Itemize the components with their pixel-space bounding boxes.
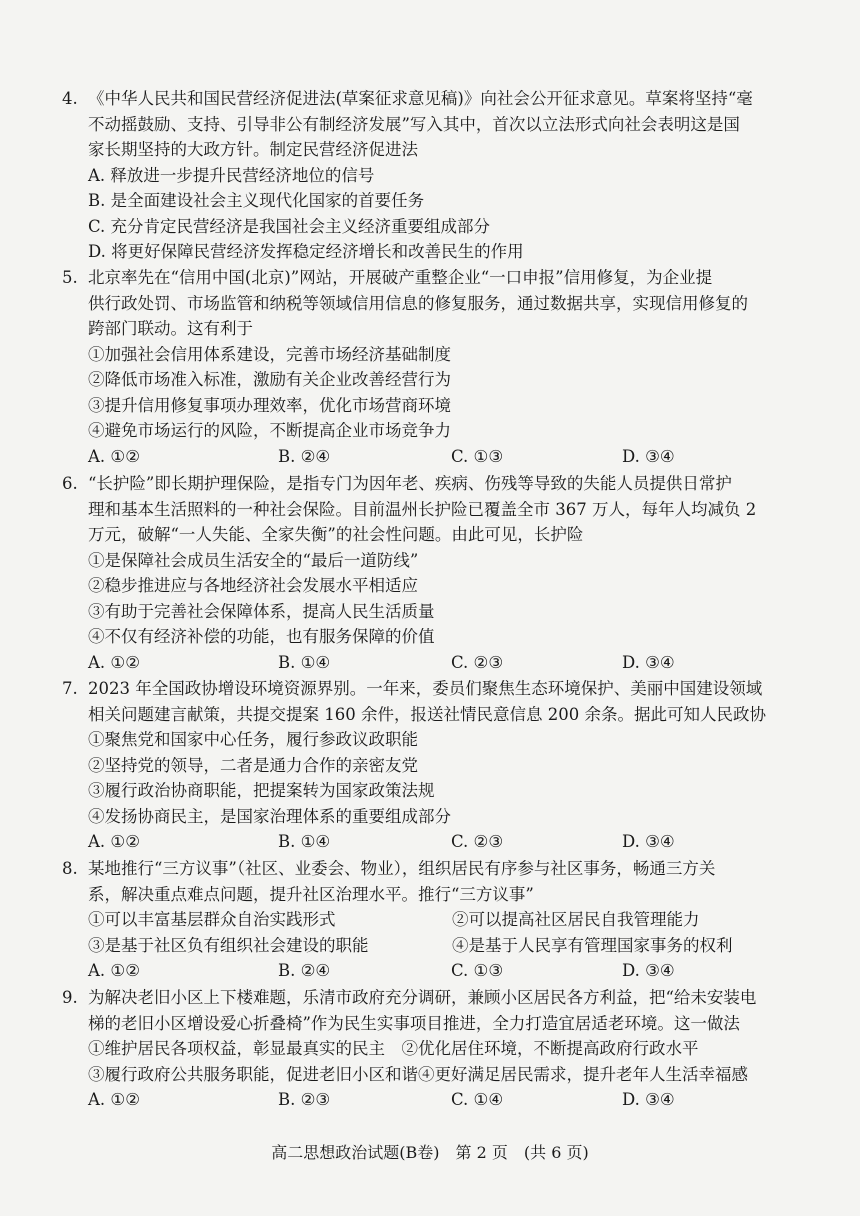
question-stem-line: 相关问题建言献策，共提交提案 160 余件，报送社情民意信息 200 余条。据此可知人民政协 [88,704,766,724]
question-stem-line: 7. 2023 年全国政协增设环境资源界别。一年来，委员们聚焦生态环境保护、美丽中国建设领域 [62,676,802,702]
question-8 [62,856,802,984]
choice-c: C. ①③ [451,961,504,980]
statement: ③提升信用修复事项办理效率，优化市场营商环境 [88,395,451,415]
question-stem-line: 6. “长护险”即长期护理保险，是指专门为因年老、疾病、伤残等导致的失能人员提供日常护 [62,471,802,497]
question-number: 8. [62,859,78,878]
choice-b: B. ①④ [278,652,331,672]
question-5 [62,265,802,469]
question-number: 9. [62,988,78,1007]
answer-choices [62,829,802,855]
question-number: 7. [62,679,78,698]
question-stem-line: 不动摇鼓励、支持、引导非公有制经济发展”写入其中，首次以立法形式向社会表明这是国 [88,114,740,134]
statement: ③有助于完善社会保障体系，提高人民生活质量 [88,601,435,621]
choice-b: B. ②④ [278,446,331,466]
choice-a: A. ①② [88,832,140,851]
statement: ①维护居民各项权益，彰显最真实的民主 ②优化居住环境，不断提高政府行政水平 [88,1039,699,1058]
statement: ③履行政治协商职能，把提案转为国家政策法规 [88,781,435,800]
choice-b: B. ①④ [278,832,331,851]
question-stem-line: 4. 《中华人民共和国民营经济促进法(草案征求意见稿)》向社会公开征求意见。草案将坚持“毫 [62,86,802,112]
statement-pair [62,907,802,933]
statement-pair [62,933,802,959]
question-number: 5. [62,268,78,287]
choice-b: B. ②④ [278,961,331,980]
answer-choices [62,1087,802,1113]
question-number: 6. [62,474,78,493]
statement: ①是保障社会成员生活安全的“最后一道防线” [88,550,419,570]
statement: ②稳步推进应与各地经济社会发展水平相适应 [88,576,418,595]
option-a: A. 释放进一步提升民营经济地位的信号 [88,165,375,185]
question-stem-line: 5. 北京率先在“信用中国(北京)”网站，开展破产重整企业“一口申报”信用修复，为企业提 [62,265,802,291]
answer-choices [62,958,802,984]
question-7 [62,676,802,855]
question-stem-line: 系，解决重点难点问题，提升社区治理水平。推行“三方议事” [88,884,534,904]
statement: ④是基于人民享有管理国家事务的权利 [452,935,733,955]
statement: ③履行政府公共服务职能，促进老旧小区和谐④更好满足居民需求，提升老年人生活幸福感 [88,1064,748,1084]
answer-choices [62,650,802,676]
statement: ②降低市场准入标准，激励有关企业改善经营行为 [88,370,451,389]
question-9 [62,985,802,1113]
question-stem-line: 家长期坚持的大政方针。制定民营经济促进法 [88,140,418,159]
statement: ④避免市场运行的风险，不断提高企业市场竞争力 [88,421,451,440]
page-footer: 高二思想政治试题(B卷) 第 2 页 (共 6 页) [271,1143,589,1162]
choice-d: D. ③④ [622,1090,675,1109]
option-b: B. 是全面建设社会主义现代化国家的首要任务 [88,191,425,210]
choice-d: D. ③④ [622,961,675,980]
choice-c: C. ①③ [451,446,504,466]
statement: ①加强社会信用体系建设，完善市场经济基础制度 [88,344,451,364]
question-stem-line: 万元，破解“一人失能、全家失衡”的社会性问题。由此可见，长护险 [88,525,584,544]
choice-d: D. ③④ [622,446,675,466]
choice-c: C. ②③ [451,832,504,851]
question-stem-line: 理和基本生活照料的一种社会保险。目前温州长护险已覆盖全市 367 万人，每年人均减负 2 [88,499,757,519]
question-stem-line: 8. 某地推行“三方议事”（社区、业委会、物业），组织居民有序参与社区事务，畅通三方关 [62,856,802,882]
choice-a: A. ①② [88,1090,140,1109]
choice-a: A. ①② [88,961,140,980]
choice-a: A. ①② [88,652,140,672]
option-d: D. 将更好保障民营经济发挥稳定经济增长和改善民生的作用 [88,242,524,261]
question-stem-line: 9. 为解决老旧小区上下楼难题，乐清市政府充分调研，兼顾小区居民各方利益，把“给未安装电 [62,985,802,1011]
question-number: 4. [62,89,78,108]
statement: ④不仅有经济补偿的功能，也有服务保障的价值 [88,627,435,646]
choice-d: D. ③④ [622,652,675,672]
question-stem-line: 供行政处罚、市场监管和纳税等领域信用信息的修复服务，通过数据共享，实现信用修复的 [88,293,748,313]
choice-d: D. ③④ [622,832,675,851]
choice-c: C. ①④ [451,1090,504,1109]
option-c: C. 充分肯定民营经济是我国社会主义经济重要组成部分 [88,216,491,236]
choice-c: C. ②③ [451,652,504,672]
choice-a: A. ①② [88,446,140,466]
answer-choices [62,444,802,470]
statement: ①可以丰富基层群众自治实践形式 [88,910,336,929]
question-6 [62,471,802,675]
question-stem-line: 梯的老旧小区增设爱心折叠椅”作为民生实事项目推进，全力打造宜居适老环境。这一做法 [88,1013,740,1033]
statement: ③是基于社区负有组织社会建设的职能 [88,935,369,955]
statement: ①聚焦党和国家中心任务，履行参政议政职能 [88,730,418,749]
statement: ②可以提高社区居民自我管理能力 [452,910,700,929]
choice-b: B. ②③ [278,1090,331,1109]
question-4 [62,86,802,265]
statement: ②坚持党的领导，二者是通力合作的亲密友党 [88,755,418,775]
statement: ④发扬协商民主，是国家治理体系的重要组成部分 [88,806,451,826]
question-stem-line: 跨部门联动。这有利于 [88,319,253,338]
